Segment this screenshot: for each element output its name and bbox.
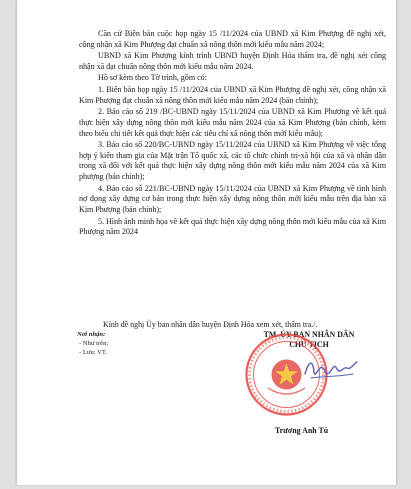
attachment-item-5: 5. Hình ảnh minh họa về kết quả thực hiện xây dựng nông thôn mới kiểu mẫu của xã Kim Phượng năm 2024 (79, 216, 386, 237)
recipient-item: - Lưu: VT. (79, 348, 108, 356)
document-body (79, 29, 386, 239)
paragraph-attachments-intro: Hồ sơ kèm theo Tờ trình, gồm có: (98, 73, 207, 83)
attachment-item-3: 3. Báo cáo số 220/BC-UBND ngày 15/11/2024 của UBND xã Kim Phượng về việc tổng hợp ý kiến tham gia của Mặt trận Tổ quốc xã, các tổ chức chính trị-xã hội của xã và nhân dân trong xã đối với kết quả thực hiện xây dựng nông thôn mới kiểu mẫu năm 2024 của xã Kim phượng (bản chính); (79, 140, 386, 182)
signature-title: CHỦ TỊCH (289, 340, 329, 349)
closing-request: Kính đề nghị Ủy ban nhân dân huyện Định Hóa xem xét, thẩm tra./. (103, 320, 318, 329)
signer-name: Trương Anh Tú (275, 426, 329, 435)
paragraph-request: UBND xã Kim Phượng kính trình UBND huyện Định Hóa thẩm tra, đề nghị xét công nhận xã đạt chuẩn nông thôn mới kiểu mẫu năm 2024. (79, 51, 386, 71)
attachment-item-2: 2. Báo cáo số 219 /BC-UBND ngày 15/11/2024 của UBND xã Kim Phượng về kết quả thực hiện xây dựng nông thôn mới kiểu mẫu năm 2024 của xã Kim Phượng (bản chính, kèm theo biểu chi tiết kết quả thực hiện các tiêu chí xã nông thôn mới kiểu mẫu); (79, 107, 386, 138)
handwritten-signature-icon (301, 354, 361, 384)
signature-organization: TM. ỦY BAN NHÂN DÂN (263, 330, 355, 339)
recipients-block (77, 331, 108, 357)
recipient-item: - Như trên; (79, 339, 109, 347)
recipients-heading: Nơi nhận: (77, 331, 106, 338)
attachment-item-4: 4. Báo cáo số 221/BC-UBND ngày 15/11/2024 của UBND xã Kim Phượng về tình hình nợ đọng xây dựng cơ bản trong thực hiện xây dựng nông thôn mới kiểu mẫu trên địa bàn xã Kim Phượng (bản chính); (79, 183, 386, 215)
attachment-item-1: 1. Biên bản họp ngày 15 /11/2024 của UBND xã Kim Phượng đề nghị xét, công nhận xã Kim Phượng đạt chuẩn xã nông thôn mới kiểu mẫu năm 2024 (bản chính); (79, 84, 386, 105)
document-page (16, 0, 397, 485)
paragraph-basis: Căn cứ Biên bản cuộc họp ngày 15 /11/2024 của UBND xã Kim Phượng đề nghị xét, công nhận xã Kim Phượng đạt chuẩn xã nông thôn mới kiểu mẫu năm 2024; (79, 29, 386, 49)
signature-block (229, 330, 389, 460)
